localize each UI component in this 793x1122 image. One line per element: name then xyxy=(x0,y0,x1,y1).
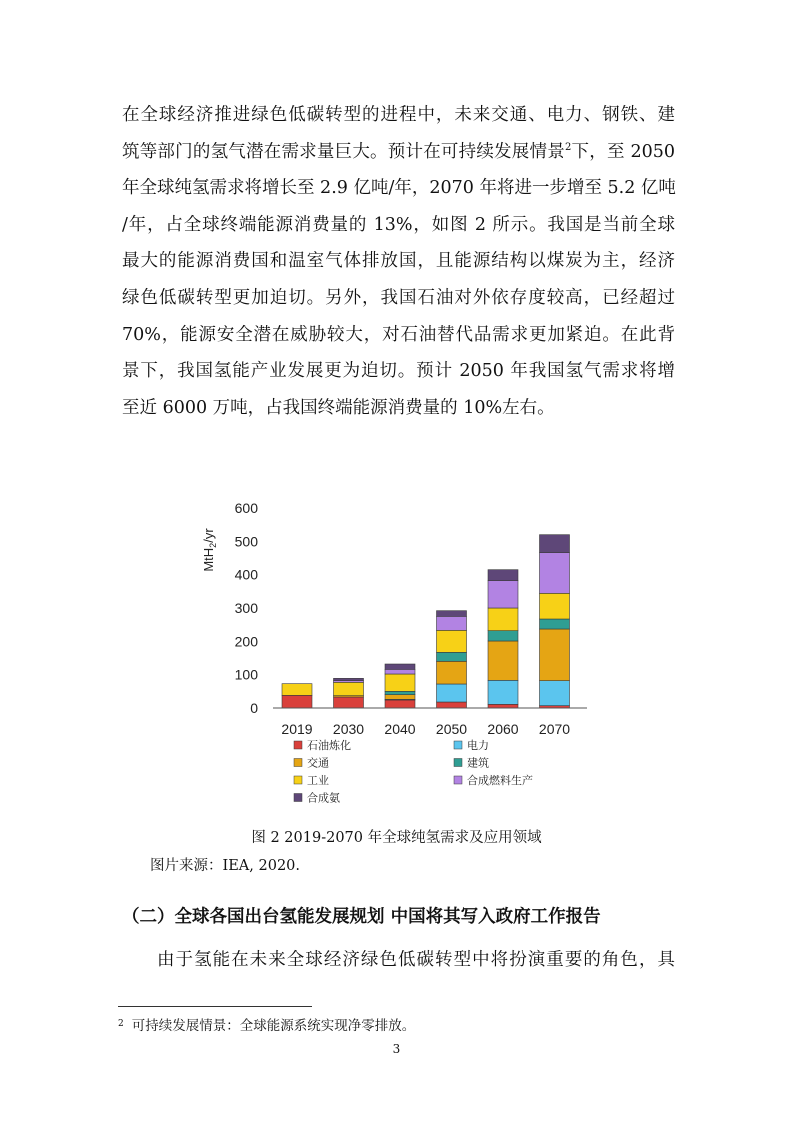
y-tick-label: 500 xyxy=(234,533,258,550)
legend-swatch xyxy=(294,776,302,784)
x-tick-label: 2060 xyxy=(487,721,519,737)
bar-segment-2030-4 xyxy=(334,682,364,695)
bar-segment-2019-0 xyxy=(282,695,312,708)
bar-segment-2050-0 xyxy=(437,702,467,708)
bar-segment-2070-5 xyxy=(540,553,570,594)
x-tick-label: 2040 xyxy=(384,721,416,737)
bar-segment-2040-0 xyxy=(385,700,415,708)
para-line-text: 筑等部门的氢气潜在需求量巨大。预计在可持续发展情景 xyxy=(122,141,565,162)
legend-swatch xyxy=(294,794,302,802)
para-line-tail: 下，至 2050 xyxy=(571,141,675,162)
section-heading: （二）全球各国出台氢能发展规划 中国将其写入政府工作报告 xyxy=(122,907,601,927)
bar-segment-2070-1 xyxy=(540,681,570,706)
figure-source: 图片来源：IEA, 2020. xyxy=(150,858,301,874)
x-tick-label: 2070 xyxy=(538,721,571,737)
y-tick-label: 400 xyxy=(234,566,258,583)
footnote-number: 2 xyxy=(118,1019,124,1029)
legend-label: 建筑 xyxy=(467,757,489,770)
bar-segment-2030-6 xyxy=(334,678,364,680)
bar-segment-2070-6 xyxy=(540,535,570,553)
bar-segment-2040-5 xyxy=(385,669,415,674)
y-axis-label xyxy=(201,528,218,572)
x-tick-label: 2050 xyxy=(435,721,468,737)
y-tick-label: 0 xyxy=(250,700,258,716)
y-tick-label: 200 xyxy=(234,633,258,650)
bar-segment-2040-3 xyxy=(385,691,415,694)
bar-segment-2050-1 xyxy=(437,684,467,702)
page-number: 3 xyxy=(392,1042,401,1056)
bar-segment-2060-6 xyxy=(488,570,518,581)
bar-segment-2050-5 xyxy=(437,616,467,630)
bar-segment-2050-3 xyxy=(437,652,467,661)
bar-segment-2040-2 xyxy=(385,695,415,700)
bar-segment-2060-4 xyxy=(488,608,518,631)
bar-segment-2060-3 xyxy=(488,631,518,641)
legend-swatch xyxy=(294,741,302,749)
y-tick-label: 100 xyxy=(234,666,258,683)
bar-segment-2070-3 xyxy=(540,619,570,629)
bar-segment-2050-2 xyxy=(437,661,467,684)
y-tick-label: 600 xyxy=(234,500,258,516)
para-line: 至近 6000 万吨，占我国终端能源消费量的 10%左右。 xyxy=(122,397,555,418)
body-paragraph: 由于氢能在未来全球经济绿色低碳转型中将扮演重要的角色，具 xyxy=(157,950,675,970)
para-line: 年全球纯氢需求将增长至 2.9 亿吨/年，2070 年将进一步增至 5.2 亿吨 xyxy=(122,178,676,199)
footnote-text: 可持续发展情景：全球能源系统实现净零排放。 xyxy=(131,1018,416,1034)
bar-segment-2040-4 xyxy=(385,674,415,691)
svg-text:MtH2/yr: MtH$_2$/yr xyxy=(201,528,218,572)
footnote-divider xyxy=(118,1006,312,1007)
footnote xyxy=(118,1014,415,1034)
legend-label: 合成氨 xyxy=(307,792,340,805)
legend-label: 交通 xyxy=(307,757,329,770)
para-line: /年，占全球终端能源消费量的 13%，如图 2 所示。我国是当前全球 xyxy=(122,214,675,235)
bar-segment-2050-6 xyxy=(437,611,467,617)
bar-segment-2030-0 xyxy=(334,697,364,708)
para-line: 景下，我国氢能产业发展更为迫切。预计 2050 年我国氢气需求将增 xyxy=(122,361,675,382)
legend-label: 工业 xyxy=(307,775,329,787)
bar-segment-2070-2 xyxy=(540,629,570,681)
y-tick-label: 300 xyxy=(234,600,258,616)
legend-swatch xyxy=(454,759,462,767)
legend-swatch xyxy=(454,776,462,784)
para-line xyxy=(122,134,675,171)
figure-caption: 图 2 2019-2070 年全球纯氢需求及应用领域 xyxy=(251,830,542,846)
bar-segment-2050-4 xyxy=(437,630,467,652)
intro-paragraph xyxy=(122,97,675,426)
footnote-ref[interactable]: 2 xyxy=(564,141,572,153)
legend-swatch xyxy=(294,759,302,767)
para-line: 在全球经济推进绿色低碳转型的进程中，未来交通、电力、钢铁、建 xyxy=(122,105,675,125)
hydrogen-demand-chart xyxy=(195,492,595,822)
bar-segment-2070-4 xyxy=(540,593,570,619)
bar-segment-2060-0 xyxy=(488,704,518,708)
para-line: 绿色低碳转型更加迫切。另外，我国石油对外依存度较高，已经超过 xyxy=(122,287,675,308)
bar-segment-2019-4 xyxy=(282,684,312,696)
legend-swatch xyxy=(454,741,462,749)
legend-label: 电力 xyxy=(467,740,489,752)
legend-label: 石油炼化 xyxy=(307,740,351,752)
legend-label: 合成燃料生产 xyxy=(467,775,533,787)
bar-segment-2060-5 xyxy=(488,581,518,608)
para-line: 70%，能源安全潜在威胁较大，对石油替代品需求更加紧迫。在此背 xyxy=(122,324,675,345)
bar-segment-2040-6 xyxy=(385,664,415,669)
bar-segment-2060-2 xyxy=(488,641,518,680)
x-tick-label: 2019 xyxy=(281,721,313,737)
x-tick-label: 2030 xyxy=(332,721,365,737)
bar-segment-2060-1 xyxy=(488,680,518,704)
para-line: 最大的能源消费国和温室气体排放国，且能源结构以煤炭为主，经济 xyxy=(122,251,675,272)
